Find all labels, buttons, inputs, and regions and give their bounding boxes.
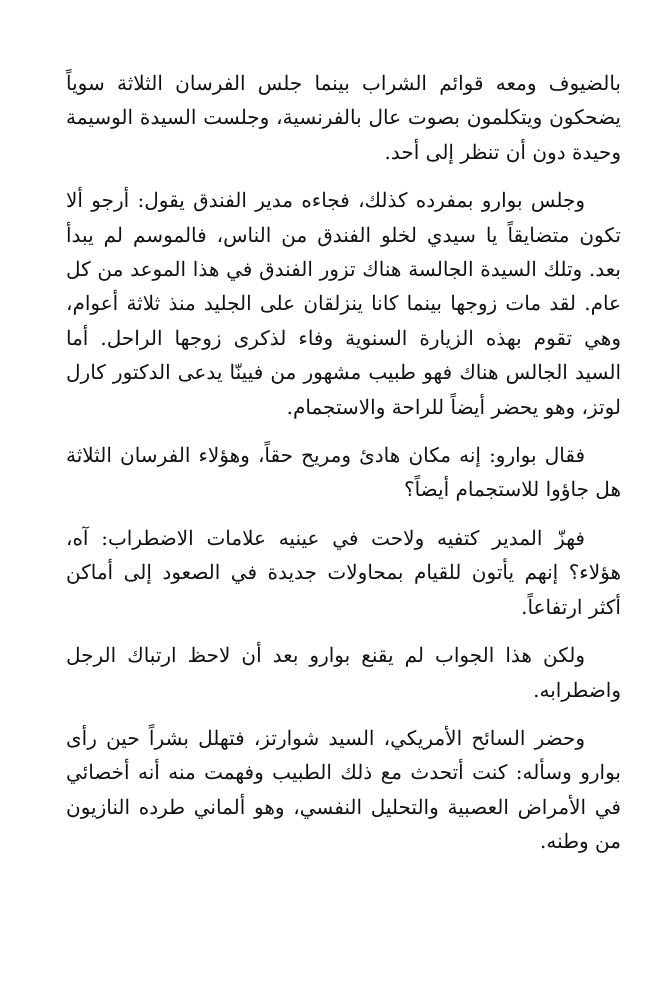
paragraph-1: بالضيوف ومعه قوائم الشراب بينما جلس الفرسان الثلاثة سوياً يضحكون ويتكلمون بصوت عال بالفرنسية، وجلست السيدة الوسيمة وحيدة دون أن تنظر إلى أحد. (66, 71, 621, 164)
paragraph-3: فقال بوارو: إنه مكان هادئ ومريح حقاً، وهؤلاء الفرسان الثلاثة هل جاؤوا للاستجمام أيضاً؟ (66, 443, 621, 502)
book-page (66, 66, 621, 859)
paragraph-4: فهزّ المدير كتفيه ولاحت في عينيه علامات الاضطراب: آه، هؤلاء؟ إنهم يأتون للقيام بمحاولات جديدة في الصعود إلى أماكن أكثر ارتفاعاً. (66, 525, 621, 619)
paragraph-2: وجلس بوارو بمفرده كذلك، فجاءه مدير الفندق يقول: أرجو ألا تكون متضايقاً يا سيدي لخلو الفندق من الناس، فالموسم لم يبدأ بعد. وتلك السيدة الجالسة هناك تزور الفندق في هذا الموعد من كل عام. لقد مات زوجها بينما كانا ينزلقان على الجليد منذ ثلاثة أعوام، وهي تقوم بهذه الزيارة السنوية وفاء لذكرى زوجها الراحل. أما السيد الجالس هناك فهو طبيب مشهور من فيينّا يدعى الدكتور كارل لوتز، وهو يحضر أيضاً للراحة والاستجمام. (66, 188, 621, 419)
paragraph-6: وحضر السائح الأمريكي، السيد شوارتز، فتهلل بشراً حين رأى بوارو وسأله: كنت أتحدث مع ذلك الطبيب وفهمت منه أنه أخصائي في الأمراض العصبية والتحليل النفسي، وهو ألماني طرده النازيون من وطنه. (66, 725, 621, 854)
paragraph-5: ولكن هذا الجواب لم يقنع بوارو بعد أن لاحظ ارتباك الرجل واضطرابه. (66, 643, 621, 702)
